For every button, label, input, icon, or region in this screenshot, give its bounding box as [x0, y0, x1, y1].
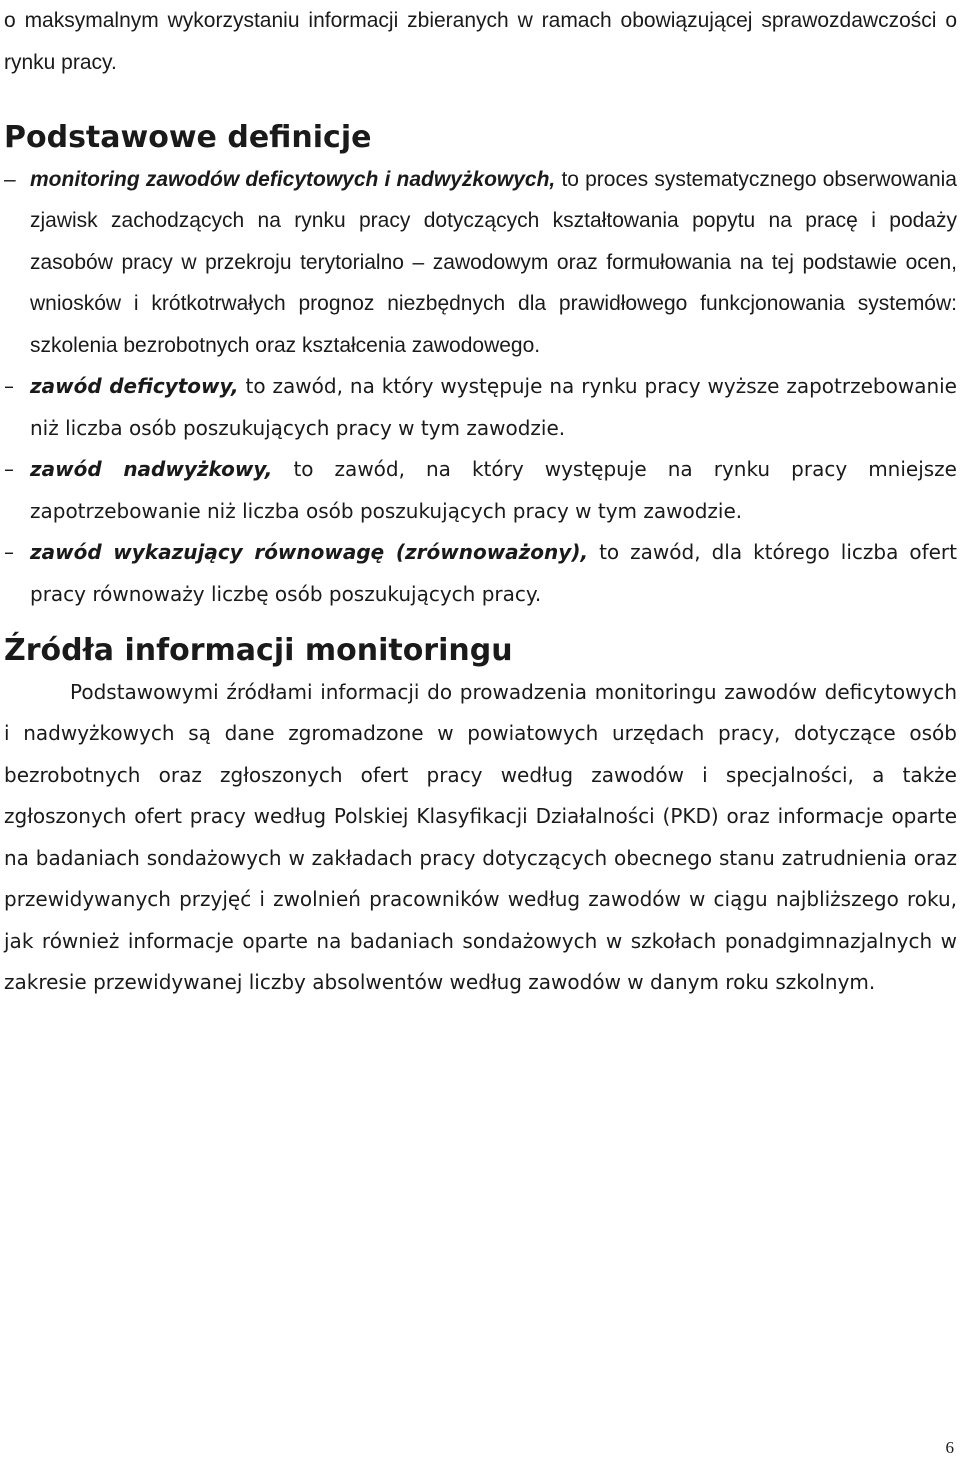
definition-text: to proces systematycznego obserwowania zjawisk zachodzących na rynku pracy dotyczących kształtowania popytu na pracę i podaży zasobów pracy w przekroju terytorialno – zawodowym oraz formułowania na tej podstawie ocen, wniosków i krótkotrwałych prognoz niezbędnych dla prawidłowego funkcjonowania systemów: szkolenia bezrobotnych oraz kształcenia zawodowego. [30, 167, 957, 357]
definition-text: to zawód, dla którego liczba ofert pracy równoważy liczbę osób poszukujących pracy. [30, 540, 958, 606]
definition-item [4, 532, 957, 615]
document-page [4, 0, 957, 1004]
definition-text: to zawód, na który występuje na rynku pracy mniejsze zapotrzebowanie niż liczba osób poszukujących pracy w tym zawodzie. [30, 457, 957, 523]
definition-item [4, 159, 957, 367]
page-number: 6 [945, 1438, 954, 1457]
dash-bullet: – [4, 374, 14, 398]
dash-bullet: – [4, 540, 14, 564]
definition-term: monitoring zawodów deficytowych i nadwyżkowych, [30, 167, 556, 191]
section-heading-sources: Źródła informacji monitoringu [4, 633, 513, 668]
dash-bullet: – [4, 457, 14, 481]
definition-term: zawód deficytowy, [30, 374, 239, 398]
definition-text: to zawód, na który występuje na rynku pracy wyższe zapotrzebowanie niż liczba osób poszukujących pracy w tym zawodzie. [30, 374, 957, 440]
sources-paragraph: Podstawowymi źródłami informacji do prowadzenia monitoringu zawodów deficytowych i nadwyżkowych są dane zgromadzone w powiatowych urzędach pracy, dotyczące osób bezrobotnych oraz zgłoszonych ofert pracy według zawodów i specjalności, a także zgłoszonych ofert pracy według Polskiej Klasyfikacji Działalności (PKD) oraz informacje oparte na badaniach sondażowych w zakładach pracy dotyczących obecnego stanu zatrudnienia oraz przewidywanych przyjęć i zwolnień pracowników według zawodów w ciągu najbliższego roku, jak również informacje oparte na badaniach sondażowych w szkołach ponadgimnazjalnych w zakresie przewidywanej liczby absolwentów według zawodów w danym roku szkolnym. [4, 679, 957, 994]
section-heading-definitions: Podstawowe definicje [4, 120, 372, 155]
dash-bullet: – [4, 167, 16, 191]
definition-term: zawód wykazujący równowagę (zrównoważony), [30, 540, 589, 564]
intro-paragraph: o maksymalnym wykorzystaniu informacji zbieranych w ramach obowiązującej sprawozdawczości o rynku pracy. [4, 9, 957, 74]
definition-item [4, 366, 957, 449]
definition-item [4, 449, 957, 532]
definition-term: zawód nadwyżkowy, [30, 457, 273, 481]
